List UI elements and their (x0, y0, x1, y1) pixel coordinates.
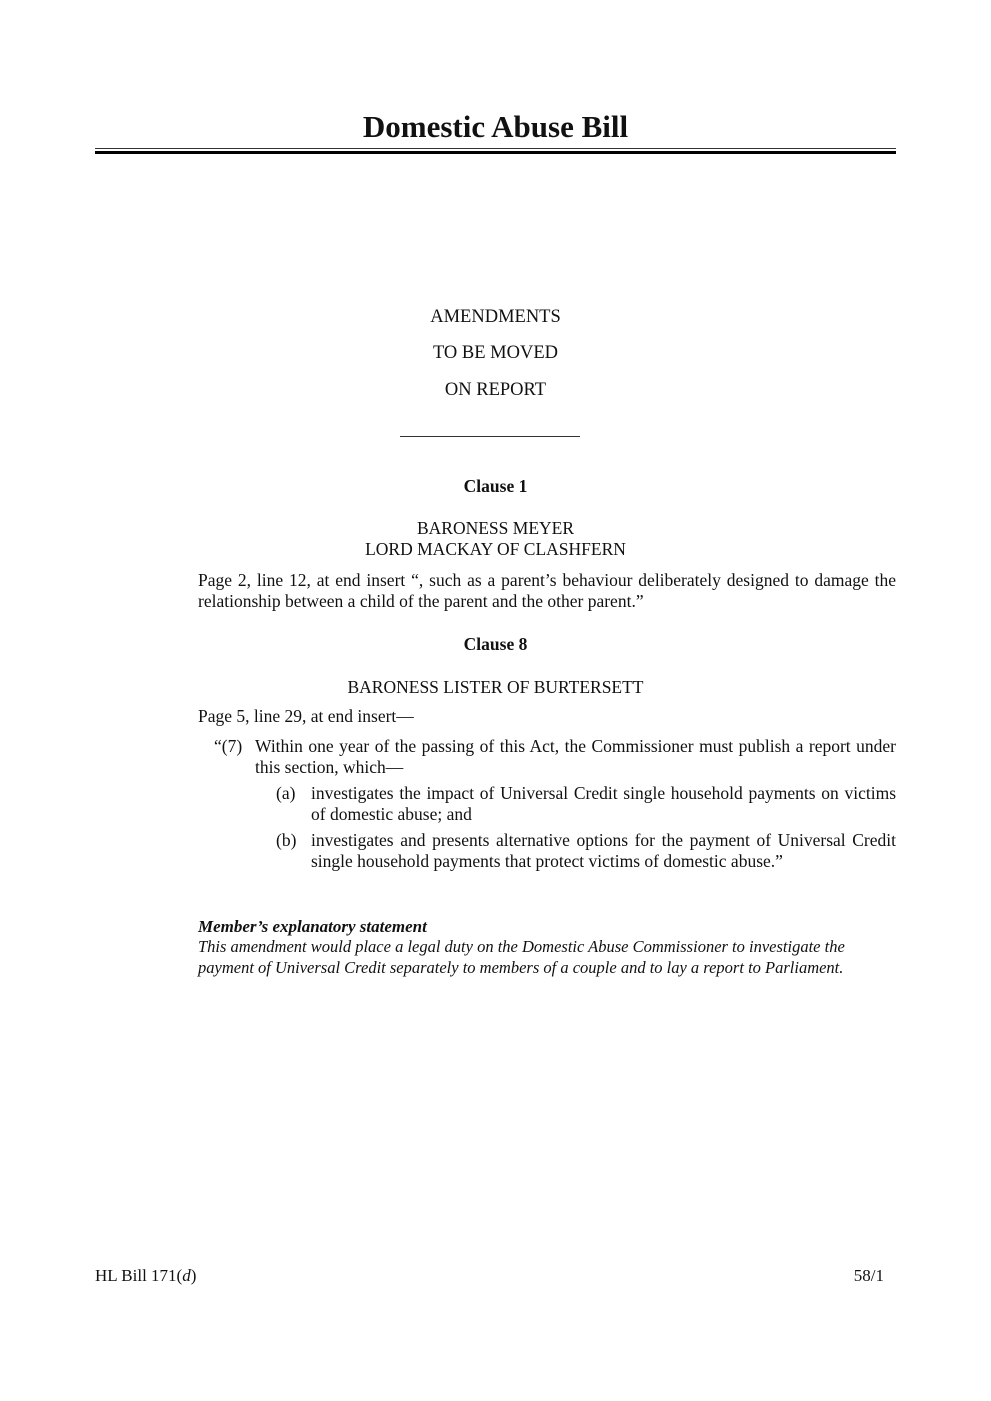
document-title: Domestic Abuse Bill (362, 109, 629, 144)
cover-line-amendments: AMENDMENTS (430, 307, 561, 327)
paragraph-label: (b) (276, 830, 297, 850)
paragraph-text: investigates the impact of Universal Credit single household payments on victims of domestic abuse; and (311, 783, 896, 824)
bill-number-letter: d (182, 1266, 191, 1285)
subsection-number: “(7) (214, 736, 243, 756)
subsection-text: Within one year of the passing of this Act, the Commissioner must publish a report under this section, which— (255, 736, 896, 777)
subsection-7 (214, 736, 896, 778)
cover-line-on-report: ON REPORT (444, 380, 547, 400)
explanatory-statement: This amendment would place a legal duty on the Domestic Abuse Commissioner to investigate the payment of Universal Credit separately to members of a couple and to lay a report to Parliament. (198, 937, 845, 977)
paragraph-text: investigates and presents alternative options for the payment of Universal Credit single household payments that protect victims of domestic abuse.” (311, 830, 896, 871)
amendment-text: Page 5, line 29, at end insert— (198, 706, 414, 726)
title-rule-thick (95, 151, 896, 154)
amendment-text: Page 2, line 12, at end insert “, such as a parent’s behaviour deliberately designed to damage the relationship between a child of the parent and the other parent.” (198, 570, 896, 611)
member-name: BARONESS LISTER OF BURTERSETT (347, 677, 644, 697)
clause-heading: Clause 1 (463, 476, 528, 496)
bill-number-prefix: HL Bill 171( (95, 1266, 183, 1285)
explanatory-statement-heading: Member’s explanatory statement (198, 917, 427, 936)
bill-number (95, 1265, 196, 1286)
bill-number-suffix: ) (190, 1266, 197, 1285)
page-reference: 58/1 (853, 1266, 884, 1285)
member-name: BARONESS MEYER (416, 518, 575, 538)
paragraph-a (276, 783, 896, 825)
paragraph-label: (a) (276, 783, 296, 803)
clause-heading: Clause 8 (463, 634, 528, 654)
title-rule-thin (95, 148, 896, 149)
member-name: LORD MACKAY OF CLASHFERN (365, 539, 626, 559)
paragraph-b (276, 830, 896, 872)
section-divider (400, 436, 580, 437)
cover-line-to-be-moved: TO BE MOVED (432, 343, 559, 363)
